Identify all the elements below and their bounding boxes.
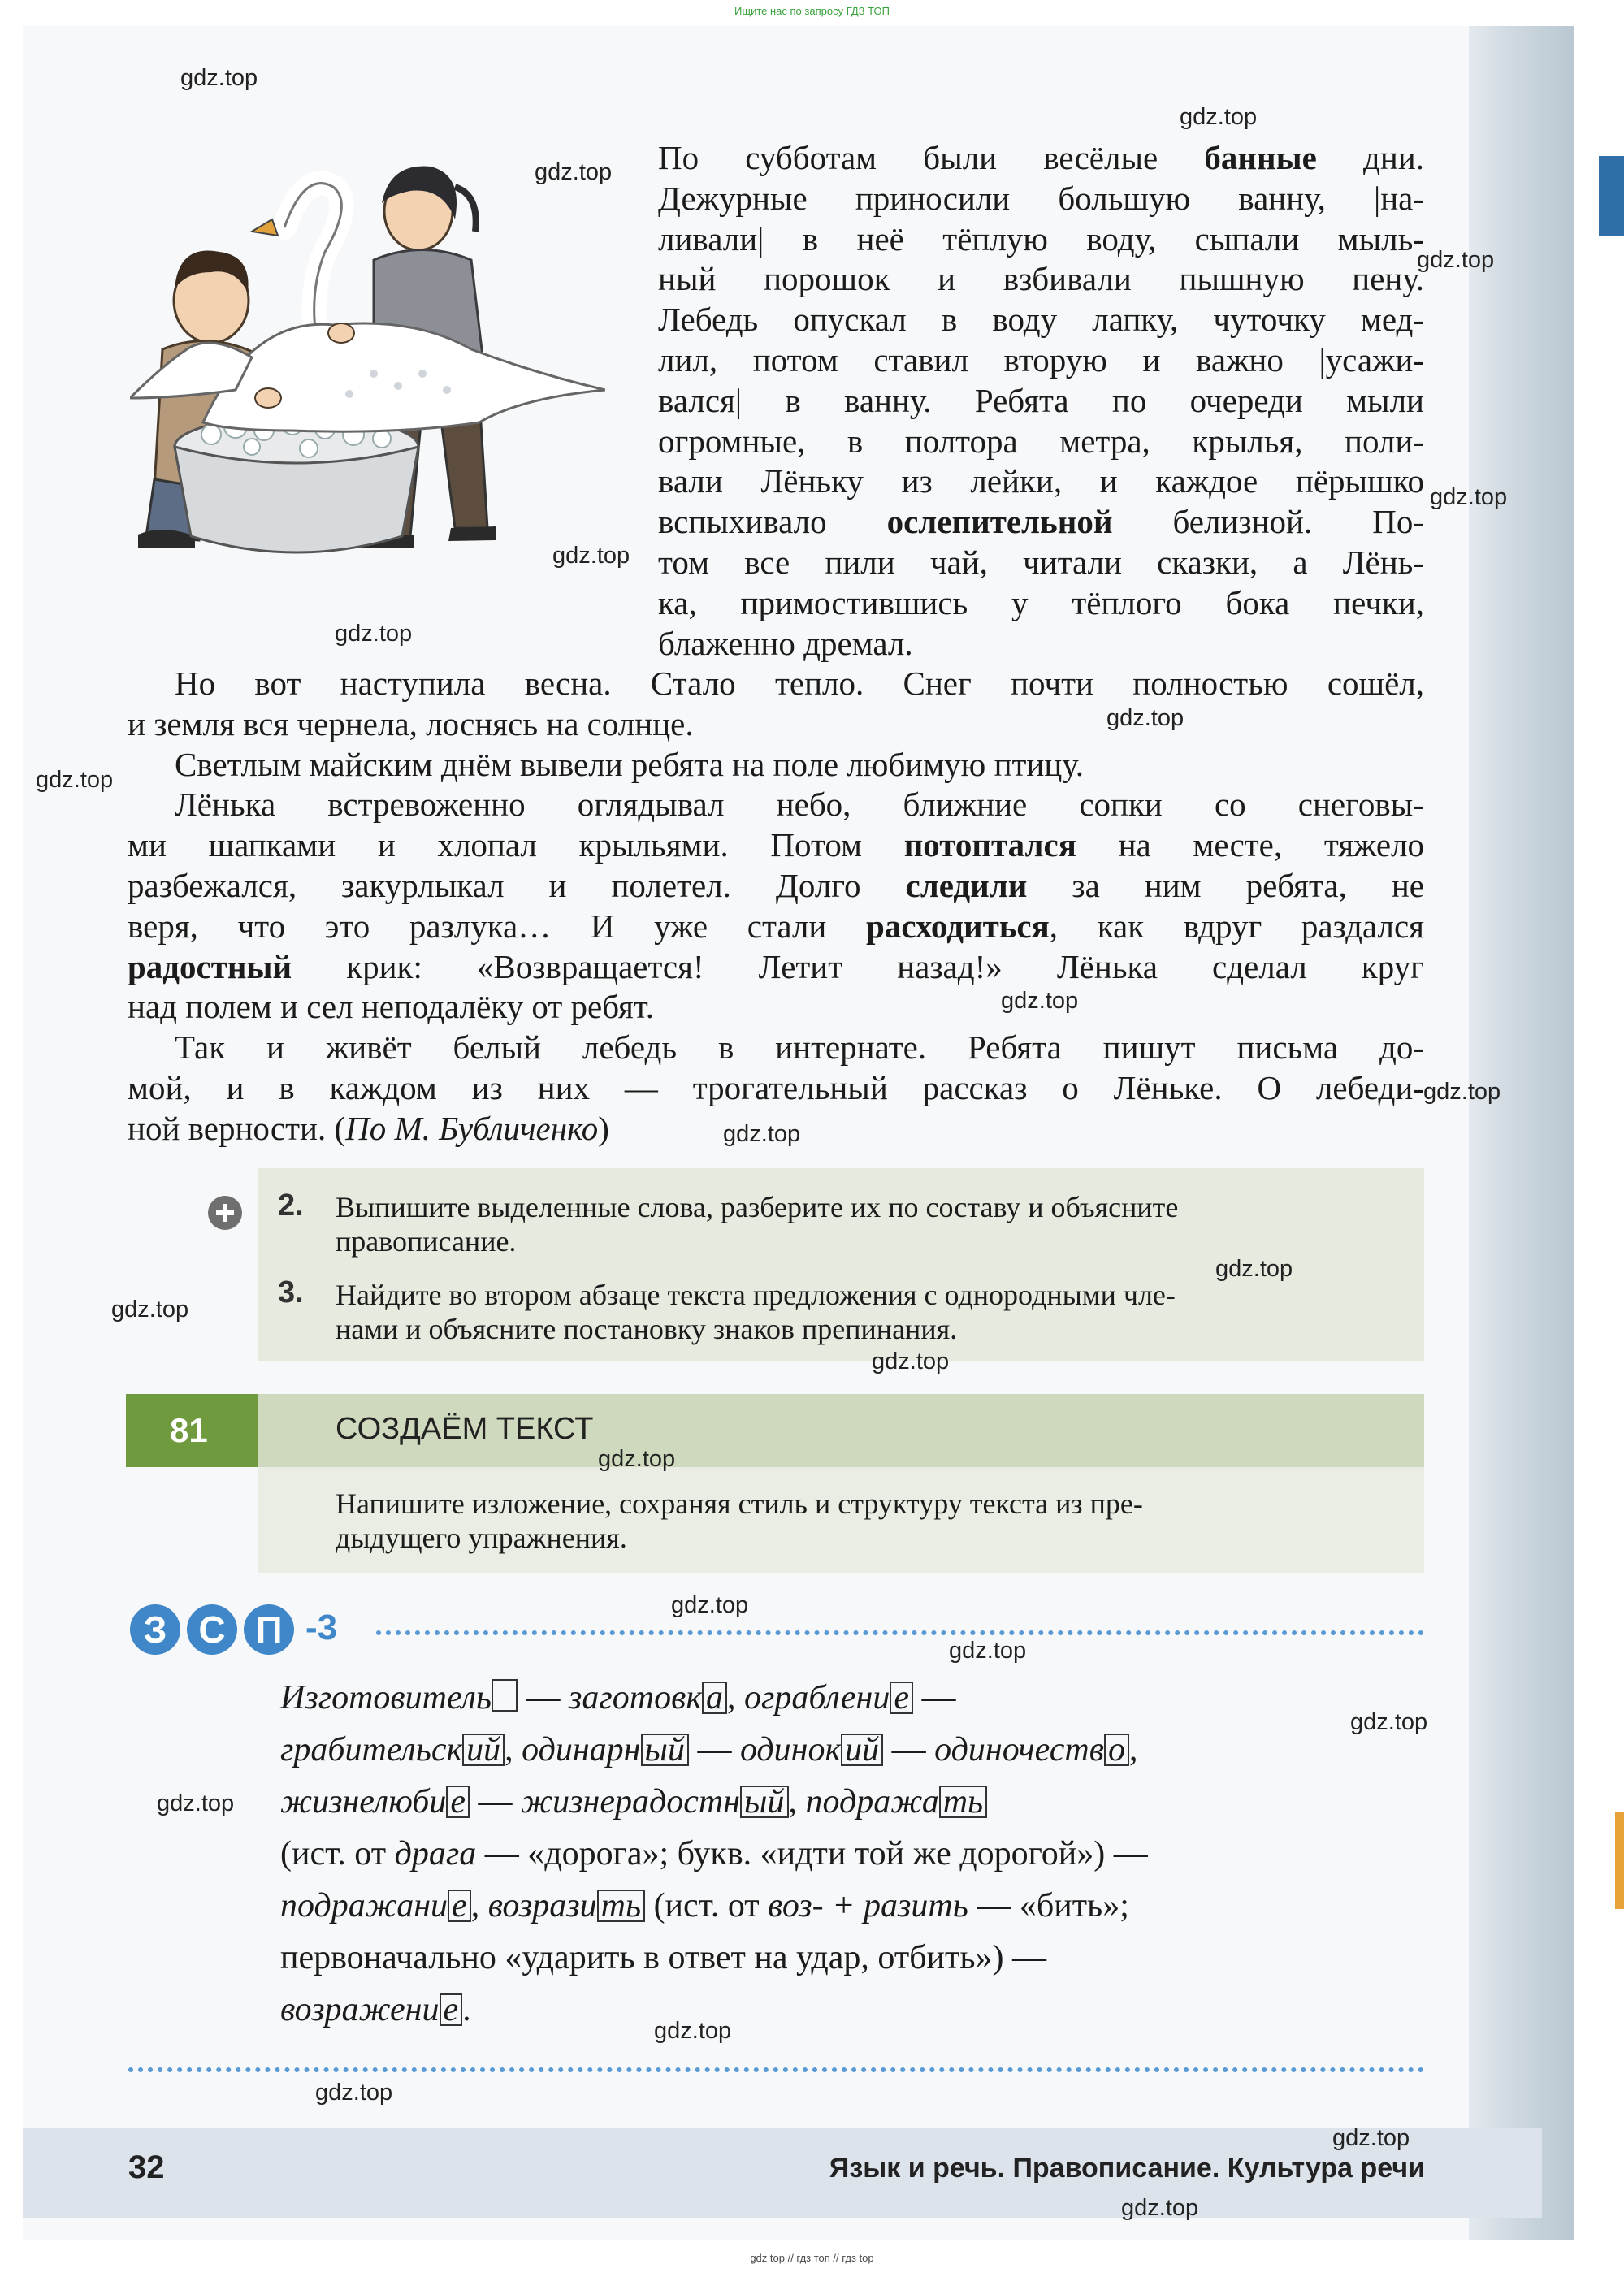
story-line: ка, примостившись у тёплого бока печки,	[658, 583, 1424, 621]
watermark: gdz.top	[535, 159, 613, 185]
plain-text: (ист. от	[280, 1835, 395, 1872]
watermark: gdz.top	[1423, 1079, 1501, 1105]
watermark: gdz.top	[552, 543, 630, 569]
plus-icon	[208, 1196, 242, 1230]
watermark: gdz.top	[671, 1592, 749, 1618]
zsp-badge-letter: П	[244, 1604, 294, 1655]
watermark: gdz.top	[1106, 705, 1184, 731]
story-line: Так и живёт белый лебедь в интернате. Ребята пишут письма до-	[175, 1028, 1424, 1067]
ending-box: ий	[841, 1734, 883, 1766]
watermark: gdz.top	[1121, 2195, 1199, 2221]
task-number: 3.	[278, 1275, 304, 1309]
plain-text: —	[912, 1679, 956, 1716]
zsp-badge-letter: С	[187, 1604, 237, 1655]
zsp-line	[280, 1932, 1046, 1984]
highlighted-word: следили	[905, 866, 1028, 904]
story-line: Светлым майским днём вывели ребята на поле любимую птицу.	[175, 745, 1084, 783]
watermark: gdz.top	[949, 1638, 1027, 1664]
zsp-line	[280, 1880, 1129, 1932]
page-number: 32	[128, 2149, 165, 2185]
swan-illustration	[130, 154, 605, 577]
highlighted-word: банные	[1204, 139, 1317, 176]
word-stem: ограблени	[744, 1679, 890, 1716]
ending-box: е	[890, 1682, 913, 1714]
watermark: gdz.top	[1001, 988, 1079, 1014]
plain-text: — «дорога»; букв. «идти той же дорогой») —	[476, 1835, 1148, 1872]
exercise-body: Напишите изложение, сохраняя стиль и структуру текста из пре- дыдущего упражнения.	[336, 1487, 1143, 1554]
story-line: ный порошок и взбивали пышную пену.	[658, 260, 1424, 298]
ending-box	[492, 1679, 518, 1712]
side-tab	[1599, 156, 1624, 236]
word-stem: одиночеств	[934, 1731, 1104, 1768]
watermark: gdz.top	[1332, 2125, 1410, 2151]
ending-box: ть	[939, 1786, 987, 1818]
story-line: вали Лёньку из лейки, и каждое пёрышко	[658, 462, 1424, 500]
ending-box: а	[702, 1682, 727, 1714]
zsp-line	[280, 1828, 1148, 1880]
watermark: gdz.top	[1417, 247, 1495, 273]
word-stem: одинарн	[522, 1731, 641, 1768]
zsp-line	[280, 1724, 1137, 1776]
watermark: gdz.top	[111, 1297, 189, 1322]
zsp-badge-letter: З	[130, 1604, 180, 1655]
watermark: gdz.top	[1180, 104, 1258, 130]
story-line: вспыхивало ослепительной белизной. По-	[658, 503, 1424, 541]
word-stem: грабительск	[280, 1731, 463, 1768]
highlighted-word: потоптался	[903, 826, 1076, 864]
exercise-number: 81	[126, 1394, 258, 1467]
ending-box: е	[448, 1890, 471, 1922]
word-stem: воз- + разить	[768, 1887, 968, 1924]
zsp-line	[280, 1984, 471, 2036]
zsp-line	[280, 1672, 955, 1724]
dotted-divider-top	[376, 1630, 1424, 1635]
zsp-number: -3	[305, 1608, 338, 1647]
highlighted-word: ослепительной	[886, 503, 1113, 541]
ending-box: ый	[740, 1786, 788, 1818]
watermark: gdz.top	[598, 1446, 676, 1472]
ending-box: ий	[462, 1734, 505, 1766]
story-line: Дежурные приносили большую ванну, |на-	[658, 179, 1424, 217]
author-credit: По М. Бубличенко	[345, 1109, 599, 1147]
plain-text: ,	[470, 1887, 488, 1924]
watermark: gdz.top	[36, 767, 114, 793]
plain-text: ,	[788, 1783, 806, 1820]
plain-text: ,	[505, 1731, 522, 1768]
ending-box: ый	[641, 1734, 689, 1766]
ending-box: е	[440, 1993, 463, 2026]
word-stem: подража	[805, 1783, 939, 1820]
plain-text: ,	[1128, 1731, 1138, 1768]
word-stem: возражени	[280, 1991, 440, 2028]
watermark: gdz.top	[1430, 484, 1508, 510]
word-stem: Изготовитель	[280, 1679, 492, 1716]
plain-text: ,	[727, 1679, 745, 1716]
story-line: том все пили чай, читали сказки, а Лёнь-	[658, 543, 1424, 581]
plain-text: —	[883, 1731, 935, 1768]
plain-text: первоначально «ударить в ответ на удар, отбить») —	[280, 1939, 1047, 1976]
watermark: gdz.top	[315, 2080, 393, 2106]
plain-text: —	[688, 1731, 740, 1768]
exercise-title: СОЗДАЁМ ТЕКСТ	[336, 1412, 594, 1446]
story-line: ливали| в неё тёплую воду, сыпали мыль-	[658, 219, 1424, 258]
watermark: gdz.top	[723, 1121, 801, 1147]
task-number: 2.	[278, 1188, 304, 1223]
plain-text: — «бить»;	[968, 1887, 1129, 1924]
word-stem: подражани	[280, 1887, 448, 1924]
zsp-line	[280, 1776, 987, 1828]
story-line: Но вот наступила весна. Стало тепло. Снег почти полностью сошёл,	[175, 664, 1424, 702]
watermark: gdz.top	[654, 2018, 732, 2044]
watermark: gdz.top	[335, 621, 413, 647]
watermark: gdz.top	[157, 1790, 235, 1816]
plain-text: —	[470, 1783, 522, 1820]
page-spine	[1469, 26, 1574, 2240]
side-tab-orange	[1615, 1812, 1624, 1909]
footer-title: Язык и речь. Правописание. Культура речи	[829, 2153, 1425, 2184]
ending-box: е	[446, 1786, 470, 1818]
word-stem: одинок	[739, 1731, 842, 1768]
word-stem: заготовк	[569, 1679, 703, 1716]
story-line: вался| в ванну. Ребята по очереди мыли	[658, 381, 1424, 419]
dotted-divider-bottom	[128, 2067, 1424, 2072]
story-line: Лёнька встревоженно оглядывал небо, ближние сопки со снеговы-	[175, 786, 1424, 824]
story-line: лил, потом ставил вторую и важно |усажи-	[658, 340, 1424, 379]
watermark: gdz.top	[872, 1348, 950, 1374]
story-line: По субботам были весёлые банные дни.	[658, 139, 1424, 176]
highlighted-word: радостный	[128, 947, 292, 985]
bottom-note: gdz top // гдз топ // гдз top	[750, 2252, 874, 2264]
story-line: огромные, в полтора метра, крылья, поли-	[658, 422, 1424, 460]
task-text: Выпишите выделенные слова, разберите их по составу и объясните правописание.	[336, 1191, 1179, 1258]
word-stem: жизнелюби	[280, 1783, 447, 1820]
ending-box: о	[1104, 1734, 1129, 1766]
top-note: Ищите нас по запросу ГДЗ ТОП	[734, 5, 890, 17]
watermark: gdz.top	[180, 65, 258, 91]
watermark: gdz.top	[1215, 1256, 1293, 1282]
story-line: над полем и сел неподалёку от ребят.	[128, 988, 654, 1026]
plain-text: —	[518, 1679, 569, 1716]
story-line: мой, и в каждом из них — трогательный рассказ о Лёньке. О лебеди-	[128, 1068, 1424, 1106]
ending-box: ть	[597, 1890, 645, 1922]
story-line: веря, что это разлука… И уже стали расходиться, как вдруг раздался	[128, 907, 1425, 945]
task-text: Найдите во втором абзаце текста предложения с однородными чле- нами и объясните постановку знаков препинания.	[336, 1279, 1176, 1345]
word-stem: возрази	[487, 1887, 597, 1924]
highlighted-word: расходиться	[866, 907, 1050, 945]
story-line: Лебедь опускал в воду лапку, чуточку мед-	[658, 301, 1424, 339]
story-line: блаженно дремал.	[658, 624, 913, 662]
story-text-full	[128, 664, 1424, 1149]
story-text-wrapped	[658, 138, 1424, 664]
word-stem: жизнерадостн	[521, 1783, 741, 1820]
story-line: ной верности. (По М. Бубличенко)	[128, 1109, 609, 1147]
word-stem: драга	[394, 1835, 477, 1872]
plain-text: .	[462, 1991, 471, 2028]
story-line: разбежался, закурлыкал и полетел. Долго следили за ним ребята, не	[128, 866, 1424, 904]
watermark: gdz.top	[1350, 1709, 1428, 1735]
plain-text: (ист. от	[645, 1887, 769, 1924]
story-line: радостный крик: «Возвращается! Летит назад!» Лёнька сделал круг	[128, 947, 1424, 985]
story-line: и земля вся чернела, лоснясь на солнце.	[128, 704, 694, 742]
story-line: ми шапками и хлопал крыльями. Потом потоптался на месте, тяжело	[128, 826, 1424, 864]
